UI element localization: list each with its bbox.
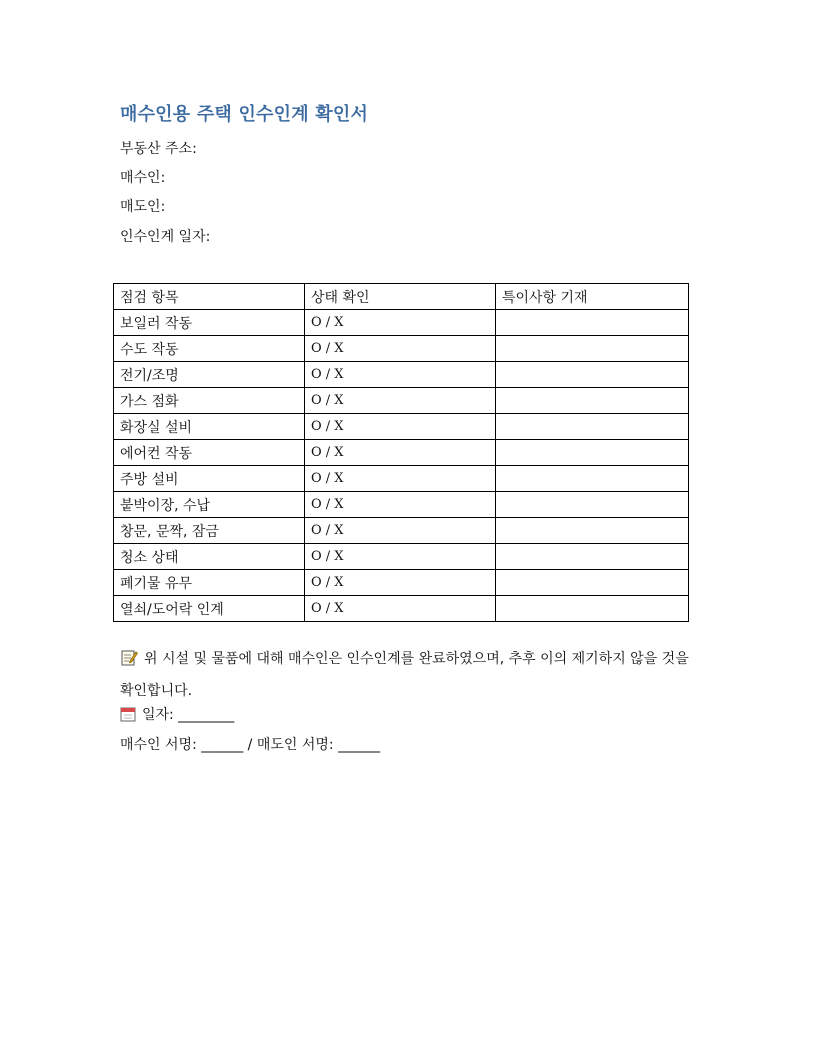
table-row bbox=[114, 518, 689, 544]
handover-date-label: 인수인계 일자: bbox=[120, 229, 211, 245]
table-row bbox=[114, 466, 689, 492]
document-title: 매수인용 주택 인수인계 확인서 bbox=[120, 104, 369, 125]
table-row bbox=[114, 544, 689, 570]
row-status[interactable]: O / X bbox=[304, 570, 495, 596]
table-row bbox=[114, 414, 689, 440]
row-item: 폐기물 유무 bbox=[114, 570, 305, 596]
row-item: 붙박이장, 수납 bbox=[114, 492, 305, 518]
row-item: 창문, 문짝, 잠금 bbox=[114, 518, 305, 544]
row-note[interactable] bbox=[495, 440, 688, 466]
row-item: 화장실 설비 bbox=[114, 414, 305, 440]
header-inspection-item: 점검 항목 bbox=[114, 284, 305, 310]
row-note[interactable] bbox=[495, 310, 688, 336]
row-note[interactable] bbox=[495, 362, 688, 388]
row-note[interactable] bbox=[495, 388, 688, 414]
row-item: 가스 점화 bbox=[114, 388, 305, 414]
inspection-table bbox=[113, 283, 689, 622]
row-status[interactable]: O / X bbox=[304, 414, 495, 440]
table-row bbox=[114, 310, 689, 336]
row-status[interactable]: O / X bbox=[304, 544, 495, 570]
row-note[interactable] bbox=[495, 414, 688, 440]
row-status[interactable]: O / X bbox=[304, 388, 495, 414]
row-note[interactable] bbox=[495, 544, 688, 570]
row-note[interactable] bbox=[495, 570, 688, 596]
date-line bbox=[120, 704, 234, 726]
property-address-label: 부동산 주소: bbox=[120, 141, 197, 157]
row-item: 주방 설비 bbox=[114, 466, 305, 492]
table-row bbox=[114, 336, 689, 362]
confirmation-statement bbox=[120, 645, 700, 706]
row-note[interactable] bbox=[495, 466, 688, 492]
row-item: 전기/조명 bbox=[114, 362, 305, 388]
table-row bbox=[114, 596, 689, 622]
row-item: 수도 작동 bbox=[114, 336, 305, 362]
header-status-check: 상태 확인 bbox=[304, 284, 495, 310]
signature-line[interactable]: 매수인 서명: ______ / 매도인 서명: ______ bbox=[120, 737, 381, 753]
row-item: 보일러 작동 bbox=[114, 310, 305, 336]
table-row bbox=[114, 492, 689, 518]
row-note[interactable] bbox=[495, 596, 688, 622]
row-note[interactable] bbox=[495, 336, 688, 362]
row-item: 청소 상태 bbox=[114, 544, 305, 570]
row-status[interactable]: O / X bbox=[304, 492, 495, 518]
seller-label: 매도인: bbox=[120, 199, 166, 215]
row-status[interactable]: O / X bbox=[304, 440, 495, 466]
table-row bbox=[114, 440, 689, 466]
table-row bbox=[114, 570, 689, 596]
row-status[interactable]: O / X bbox=[304, 362, 495, 388]
calendar-icon bbox=[120, 706, 136, 726]
row-status[interactable]: O / X bbox=[304, 466, 495, 492]
row-note[interactable] bbox=[495, 518, 688, 544]
confirmation-text: 위 시설 및 물품에 대해 매수인은 인수인계를 완료하였으며, 추후 이의 제기하지 않을 것을 확인합니다. bbox=[120, 651, 689, 699]
row-item: 열쇠/도어락 인계 bbox=[114, 596, 305, 622]
table-row bbox=[114, 388, 689, 414]
row-status[interactable]: O / X bbox=[304, 518, 495, 544]
buyer-label: 매수인: bbox=[120, 170, 166, 186]
table-row bbox=[114, 362, 689, 388]
date-field[interactable]: 일자: ________ bbox=[142, 707, 235, 723]
row-status[interactable]: O / X bbox=[304, 596, 495, 622]
table-header-row bbox=[114, 284, 689, 310]
row-item: 에어컨 작동 bbox=[114, 440, 305, 466]
row-status[interactable]: O / X bbox=[304, 336, 495, 362]
row-status[interactable]: O / X bbox=[304, 310, 495, 336]
header-special-notes: 특이사항 기재 bbox=[495, 284, 688, 310]
row-note[interactable] bbox=[495, 492, 688, 518]
memo-icon bbox=[120, 648, 138, 677]
